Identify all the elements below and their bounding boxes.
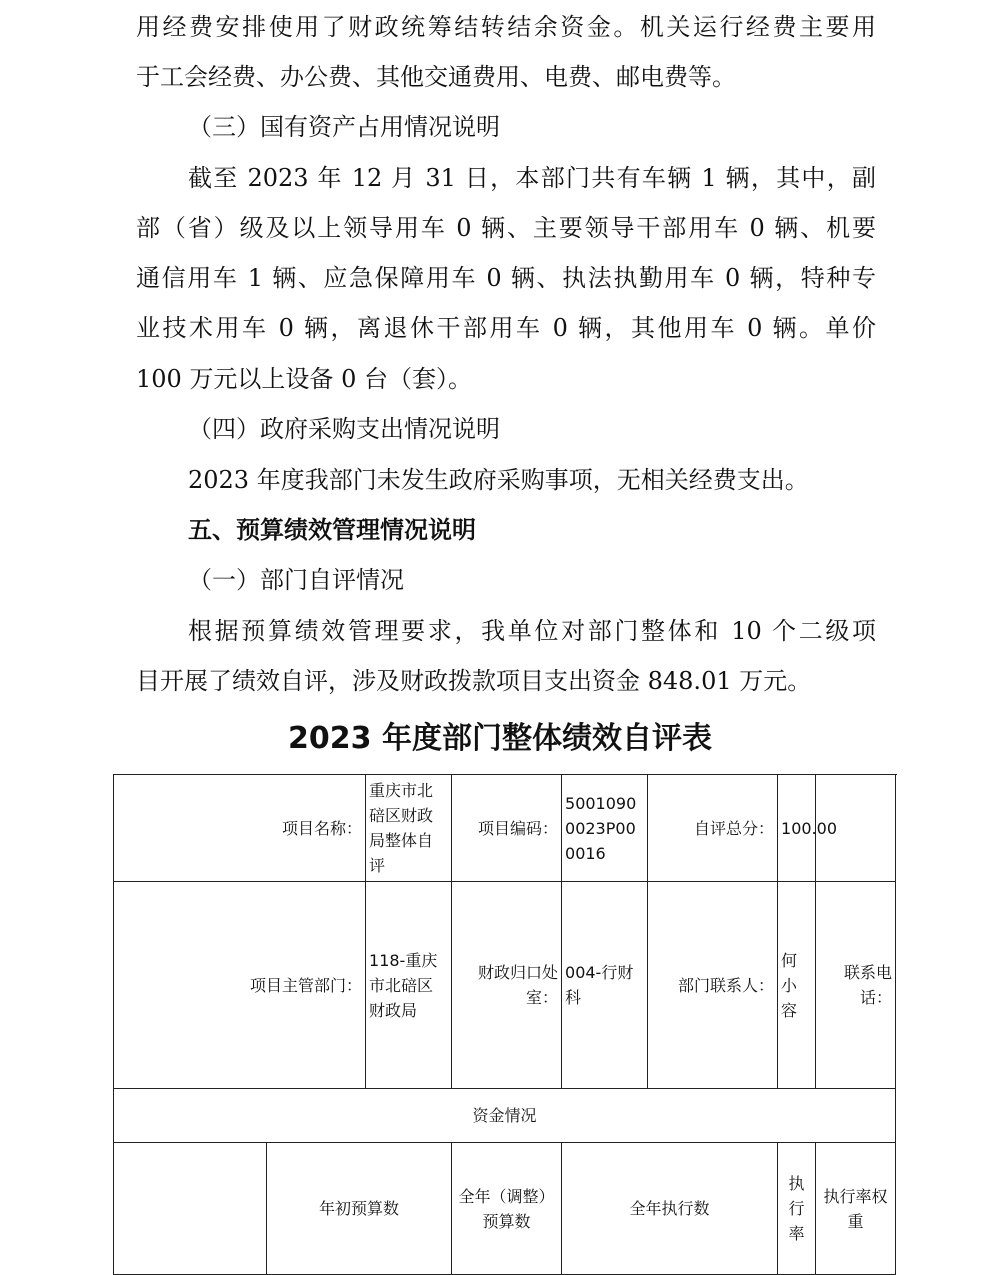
performance-table — [113, 774, 896, 1275]
col-rate: 执行率 — [778, 1143, 816, 1275]
paragraph-line: 根据预算绩效管理要求，我单位对部门整体和 10 个二级项 — [188, 617, 876, 645]
section-heading: （三）国有资产占用情况说明 — [188, 113, 500, 141]
office-value: 004-行财科 — [562, 882, 648, 1089]
phone-label: 联系电话： — [816, 882, 896, 1089]
paragraph-line: 部（省）级及以上领导用车 0 辆、主要领导干部用车 0 辆、机要 — [136, 214, 876, 242]
dept-label: 项目主管部门： — [114, 882, 366, 1089]
funds-heading: 资金情况 — [114, 1089, 896, 1143]
contact-value: 何小容 — [778, 882, 816, 1089]
contact-label: 部门联系人： — [648, 882, 778, 1089]
paragraph-line: 2023 年度我部门未发生政府采购事项，无相关经费支出。 — [188, 466, 809, 494]
table-title: 2023 年度部门整体绩效自评表 — [288, 721, 712, 756]
col-executed: 全年执行数 — [562, 1143, 778, 1275]
self-score-label: 自评总分： — [648, 775, 778, 882]
project-code-value: 50010900023P000016 — [562, 775, 648, 882]
paragraph-line: 截至 2023 年 12 月 31 日，本部门共有车辆 1 辆，其中，副 — [188, 164, 876, 192]
paragraph-line: 于工会经费、办公费、其他交通费用、电费、邮电费等。 — [136, 63, 736, 91]
paragraph-line: 用经费安排使用了财政统筹结转结余资金。机关运行经费主要用 — [136, 13, 876, 41]
table-row — [114, 775, 896, 882]
paragraph-line: 目开展了绩效自评，涉及财政拨款项目支出资金 848.01 万元。 — [136, 667, 812, 695]
chapter-heading: 五、预算绩效管理情况说明 — [188, 516, 476, 544]
paragraph-line: 业技术用车 0 辆，离退休干部用车 0 辆，其他用车 0 辆。单价 — [136, 314, 876, 342]
table-row — [114, 1089, 896, 1143]
project-name-value: 重庆市北碚区财政局整体自评 — [366, 775, 452, 882]
table-row — [114, 1143, 896, 1275]
project-name-label: 项目名称： — [114, 775, 366, 882]
paragraph-line: 通信用车 1 辆、应急保障用车 0 辆、执法执勤用车 0 辆，特种专 — [136, 264, 876, 292]
dept-value: 118-重庆市北碚区财政局 — [366, 882, 452, 1089]
office-label: 财政归口处室： — [452, 882, 562, 1089]
col-adjusted-budget: 全年（调整）预算数 — [452, 1143, 562, 1275]
empty-cell — [114, 1143, 267, 1275]
table-row — [114, 882, 896, 1089]
col-initial-budget: 年初预算数 — [267, 1143, 452, 1275]
project-code-label: 项目编码： — [452, 775, 562, 882]
col-rate-weight: 执行率权重 — [816, 1143, 896, 1275]
paragraph-line: 100 万元以上设备 0 台（套）。 — [136, 365, 472, 393]
section-heading: （一）部门自评情况 — [188, 566, 404, 594]
self-score-value: 100.00 — [778, 775, 816, 882]
section-heading: （四）政府采购支出情况说明 — [188, 415, 500, 443]
